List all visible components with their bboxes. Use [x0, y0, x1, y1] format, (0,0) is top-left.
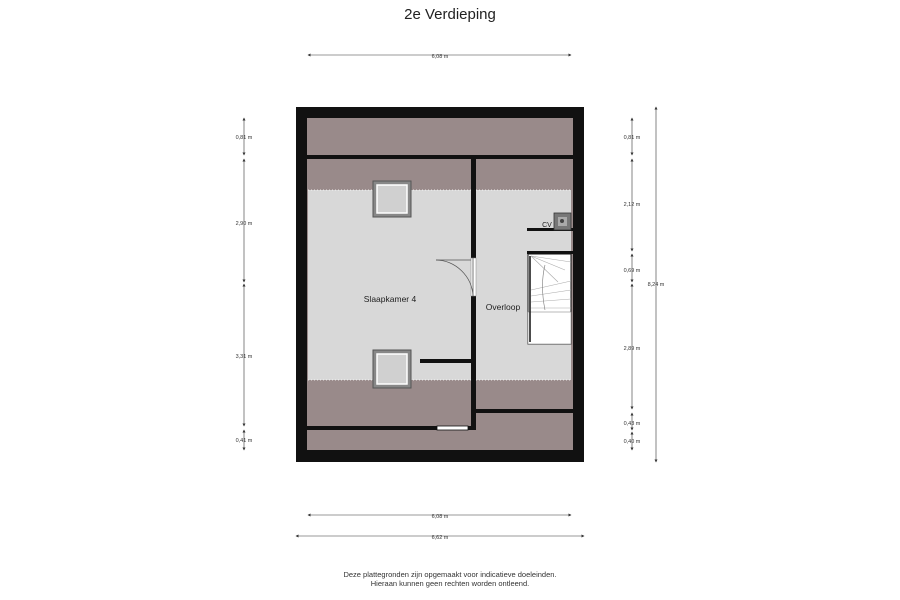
dim-right-chain — [624, 118, 641, 450]
dim-bottom-outer — [296, 535, 584, 541]
dim-right-label-1: 0,81 m — [623, 135, 641, 141]
dim-right-label-4: 2,89 m — [623, 346, 641, 352]
dim-right-label-5: 0,43 m — [623, 421, 641, 427]
disclaimer-line-2: Hieraan kunnen geen rechten worden ontleend. — [370, 579, 530, 588]
wall-center-vertical-upper — [471, 155, 476, 258]
skylight-bottom — [373, 350, 411, 388]
dim-right-total — [648, 107, 665, 462]
boiler-unit — [554, 213, 571, 230]
wall-center-vertical-lower — [471, 296, 476, 430]
dim-bottom-inner — [308, 514, 571, 520]
dim-top-label: 6,08 m — [431, 54, 449, 60]
floor-title: 2e Verdieping — [404, 6, 496, 23]
room-label-landing: Overloop — [485, 302, 521, 312]
dim-bottom-inner-label: 6,08 m — [431, 514, 449, 520]
dim-top — [308, 54, 571, 60]
dim-left-label-2: 2,90 m — [235, 221, 253, 227]
dim-right-total-label: 8,24 m — [647, 282, 665, 288]
dim-bottom-outer-label: 6,62 m — [431, 535, 449, 541]
window-bottom — [437, 426, 468, 430]
wall-bottom-left-end — [468, 426, 476, 430]
wall-top-horizontal — [307, 155, 573, 159]
wall-bottom-right — [476, 409, 573, 413]
dim-right-label-2: 2,12 m — [623, 202, 641, 208]
wall-bottom-left — [307, 426, 437, 430]
wall-stub — [420, 359, 471, 363]
dim-right-label-3: 0,69 m — [623, 268, 641, 274]
dim-left-chain — [236, 118, 253, 450]
staircase — [528, 254, 571, 344]
boiler-label: CV — [542, 222, 552, 229]
disclaimer — [0, 570, 900, 588]
dim-left-label-3: 3,31 m — [235, 354, 253, 360]
dim-left-label-4: 0,41 m — [235, 438, 253, 444]
dim-right-label-6: 0,40 m — [623, 439, 641, 445]
dim-left-label-1: 0,81 m — [235, 135, 253, 141]
disclaimer-line-1: Deze plattegronden zijn opgemaakt voor indicatieve doeleinden. — [343, 570, 557, 579]
skylight-top — [373, 181, 411, 217]
room-label-bedroom: Slaapkamer 4 — [363, 294, 417, 304]
